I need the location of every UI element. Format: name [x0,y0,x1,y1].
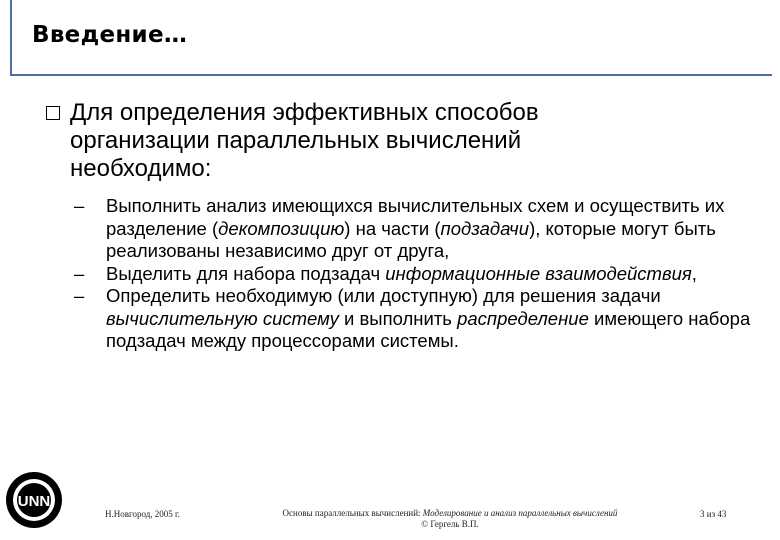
dash-marker: – [74,285,85,306]
slide-title: Введение… [32,22,188,48]
sub-bullet [74,195,774,263]
footer-course-plain: Основы параллельных вычислений: [282,508,423,518]
text-run: ), которые могут быть реализованы независимо друг от друга, [106,217,716,261]
sub-bullet-text [106,285,774,353]
footer-author: © Гергель В.П. [421,519,479,529]
sub-bullet-text [106,263,774,286]
text-run: Выделить для набора подзадач [106,262,386,284]
text-run: , [691,262,697,284]
main-bullet [46,99,606,183]
emphasis-text: распределение [457,307,589,329]
checkbox-bullet-icon [46,106,60,120]
text-run: имеющего набора подзадач между процессорами системы. [106,307,751,351]
emphasis-text: вычислительную систему [106,307,339,329]
sub-bullet [74,285,774,353]
unn-logo-icon [4,470,64,530]
text-run: и выполнить [338,307,458,329]
text-run: Определить необходимую (или доступную) для решения задачи [106,285,661,306]
emphasis-text: декомпозицию [218,217,345,239]
text-run: Выполнить анализ имеющихся вычислительных схем и осуществить их разделение ( [106,195,725,239]
emphasis-text: подзадачи [440,217,530,239]
logo-text: UNN [17,493,51,510]
dash-marker: – [74,195,85,216]
footer-course-italic: Моделирование и анализ параллельных вычислений [422,508,618,518]
sub-bullet-text [106,195,774,263]
dash-marker: – [74,262,85,284]
footer-location: Н.Новгород, 2005 г. [105,509,180,519]
sub-bullet [74,263,774,286]
text-run: ) на части ( [344,217,441,239]
footer-course [250,508,650,530]
sub-bullet-list [74,195,774,353]
footer-page-number: 3 из 43 [700,509,727,519]
main-bullet-text: Для определения эффективных способов организации параллельных вычислений необходимо: [70,99,539,182]
emphasis-text: информационные взаимодействия [385,262,692,284]
